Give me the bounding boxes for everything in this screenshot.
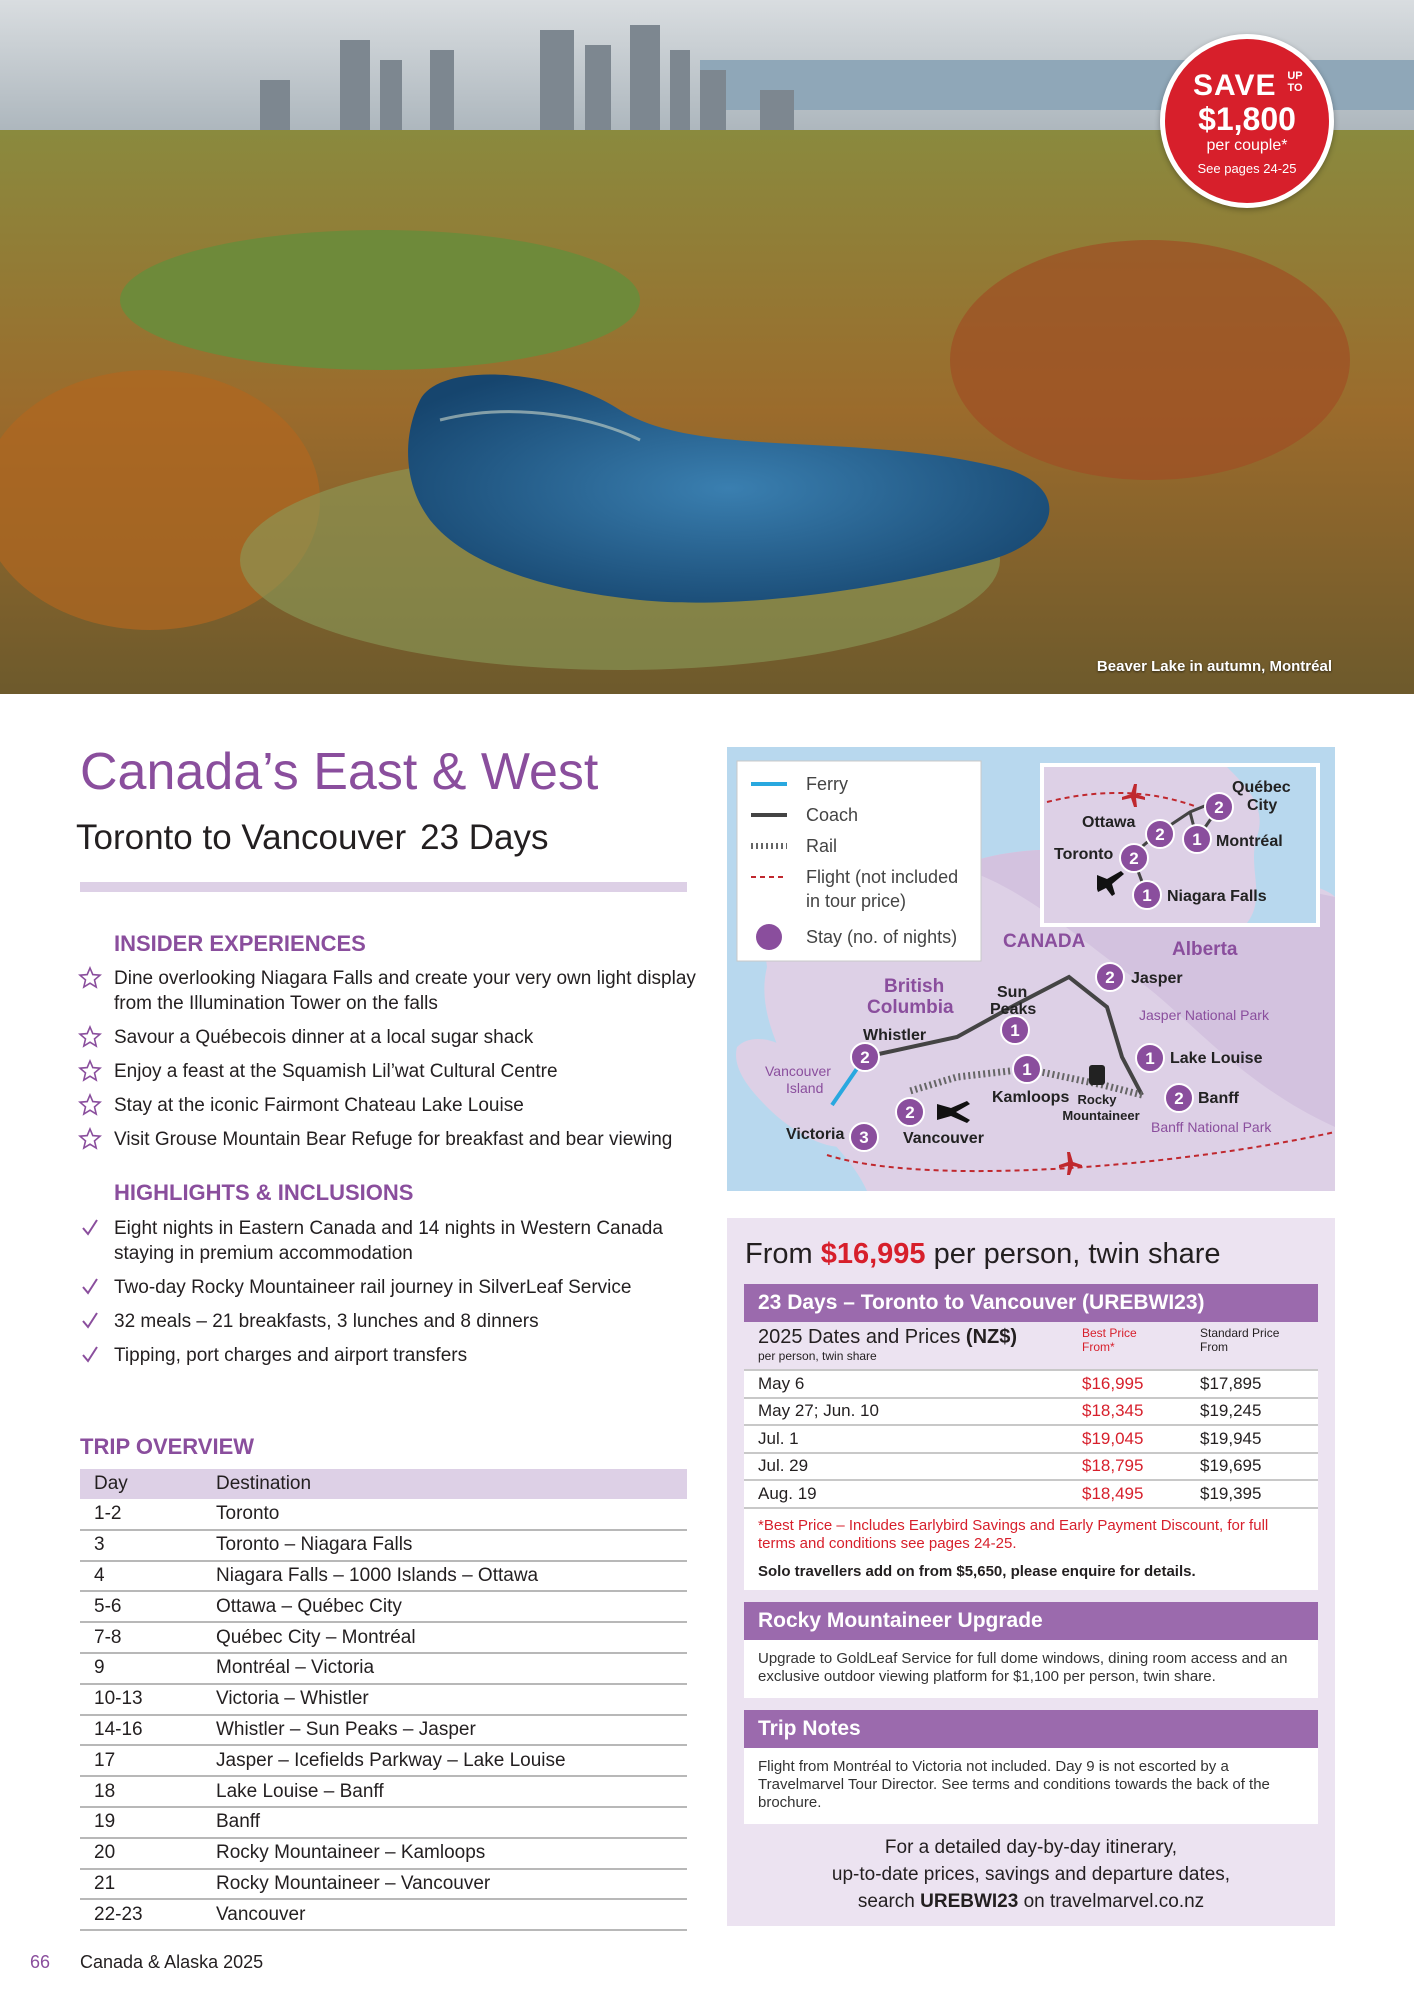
cell-destination: Ottawa – Québec City <box>202 1591 687 1622</box>
place-quebec-1: Québec <box>1232 779 1291 796</box>
place-rocky-2: Mountaineer <box>1062 1108 1140 1123</box>
from-prefix: From <box>745 1238 821 1270</box>
table-row <box>744 1370 1318 1398</box>
region-bc-1: British <box>884 976 945 997</box>
col-destination: Destination <box>202 1469 687 1499</box>
cell-day: 22-23 <box>80 1899 202 1930</box>
cell-day: 7-8 <box>80 1622 202 1653</box>
badge-see-pages: See pages 24-25 <box>1197 161 1297 176</box>
dates-header <box>744 1322 1082 1370</box>
cell-day: 4 <box>80 1561 202 1592</box>
cell-best: $18,495 <box>1082 1480 1200 1508</box>
insider-item <box>78 1127 698 1152</box>
price-header-row <box>744 1322 1318 1370</box>
insider-text: Visit Grouse Mountain Bear Refuge for breakfast and bear viewing <box>114 1129 673 1150</box>
star-icon <box>78 966 102 990</box>
cell-best: $19,045 <box>1082 1425 1200 1453</box>
region-bc-2: Columbia <box>867 997 954 1018</box>
nights-montreal: 1 <box>1192 830 1202 849</box>
table-row <box>80 1869 687 1900</box>
place-lakelouise: Lake Louise <box>1170 1050 1263 1067</box>
place-vancouver: Vancouver <box>903 1130 984 1147</box>
currency-label: (NZ$) <box>965 1326 1018 1348</box>
upgrade-title: Rocky Mountaineer Upgrade <box>744 1602 1318 1640</box>
trip-overview-heading: TRIP OVERVIEW <box>80 1434 255 1459</box>
best-price-note: *Best Price – Includes Earlybird Savings and Early Payment Discount, for full terms and conditions see pages 24-25. <box>758 1516 1269 1552</box>
star-icon <box>78 1025 102 1049</box>
insider-text: Savour a Québecois dinner at a local sugar shack <box>114 1027 534 1048</box>
cell-date: Jul. 29 <box>744 1453 1082 1481</box>
cell-destination: Niagara Falls – 1000 Islands – Ottawa <box>202 1561 687 1592</box>
cell-std: $19,945 <box>1200 1425 1318 1453</box>
cell-std: $19,695 <box>1200 1453 1318 1481</box>
cell-day: 21 <box>80 1869 202 1900</box>
insider-item <box>78 1025 698 1050</box>
legend-rail: Rail <box>806 836 838 856</box>
place-toronto: Toronto <box>1054 846 1114 863</box>
badge-amount: $1,800 <box>1198 101 1296 137</box>
cell-day: 17 <box>80 1745 202 1776</box>
highlight-text: Tipping, port charges and airport transfers <box>114 1345 468 1366</box>
cell-destination: Rocky Mountaineer – Kamloops <box>202 1838 687 1869</box>
table-row <box>80 1684 687 1715</box>
best-price-header <box>1082 1322 1200 1370</box>
cell-destination: Vancouver <box>202 1899 687 1930</box>
search-code: UREBWI23 <box>920 1891 1019 1912</box>
tour-days: 23 Days <box>420 818 549 857</box>
place-banff: Banff <box>1198 1090 1239 1107</box>
nights-niagara: 1 <box>1142 886 1152 905</box>
search-line-3 <box>727 1888 1335 1915</box>
std-h2: From <box>1200 1340 1228 1354</box>
legend-flight-2: in tour price) <box>806 891 907 911</box>
place-kamloops: Kamloops <box>992 1089 1070 1106</box>
cell-day: 3 <box>80 1530 202 1561</box>
cell-destination: Victoria – Whistler <box>202 1684 687 1715</box>
star-icon <box>78 1059 102 1083</box>
table-row <box>80 1653 687 1684</box>
trip-notes-title: Trip Notes <box>744 1710 1318 1748</box>
cell-day: 1-2 <box>80 1499 202 1530</box>
region-canada: CANADA <box>1003 931 1086 952</box>
place-montreal: Montréal <box>1216 833 1283 850</box>
page-number: 66 <box>30 1952 51 1972</box>
cell-destination: Jasper – Icefields Parkway – Lake Louise <box>202 1745 687 1776</box>
nights-jasper: 2 <box>1105 968 1115 987</box>
route-map <box>727 747 1335 1191</box>
nights-lakelouise: 1 <box>1145 1049 1155 1068</box>
table-row <box>744 1425 1318 1453</box>
insider-text: Stay at the iconic Fairmont Chateau Lake Louise <box>114 1095 524 1116</box>
insider-item <box>78 966 698 1016</box>
price-table-box <box>744 1284 1318 1590</box>
cell-day: 9 <box>80 1653 202 1684</box>
cell-day: 14-16 <box>80 1715 202 1746</box>
search-instructions <box>727 1834 1335 1915</box>
region-jasper-np: Jasper National Park <box>1139 1007 1269 1023</box>
cell-day: 5-6 <box>80 1591 202 1622</box>
table-row <box>80 1530 687 1561</box>
place-sunpeaks-2: Peaks <box>990 1001 1037 1018</box>
insider-list <box>78 966 698 1161</box>
col-day: Day <box>80 1469 202 1499</box>
cell-destination: Toronto – Niagara Falls <box>202 1530 687 1561</box>
cell-destination: Québec City – Montréal <box>202 1622 687 1653</box>
checkmark-icon <box>78 1343 102 1367</box>
region-banff-np: Banff National Park <box>1151 1119 1272 1135</box>
search-line-2: up-to-date prices, savings and departure dates, <box>831 1864 1231 1885</box>
insider-text: Dine overlooking Niagara Falls and create your very own light display from the Illumination Tower on the falls <box>114 968 696 1014</box>
search-prefix: search <box>857 1891 921 1912</box>
region-alberta: Alberta <box>1172 939 1238 960</box>
nights-ottawa: 2 <box>1155 825 1165 844</box>
highlight-text: Eight nights in Eastern Canada and 14 nights in Western Canada staying in premium accommodation <box>114 1218 663 1264</box>
checkmark-icon <box>78 1275 102 1299</box>
insider-text: Enjoy a feast at the Squamish Lil’wat Cultural Centre <box>114 1061 558 1082</box>
per-person-label: per person, twin share <box>758 1349 877 1363</box>
cell-best: $18,345 <box>1082 1398 1200 1426</box>
nights-whistler: 2 <box>860 1048 870 1067</box>
highlights-heading: HIGHLIGHTS & INCLUSIONS <box>114 1180 414 1205</box>
solo-note: Solo travellers add on from $5,650, please enquire for details. <box>758 1562 1196 1580</box>
cell-day: 10-13 <box>80 1684 202 1715</box>
table-row <box>744 1398 1318 1426</box>
place-whistler: Whistler <box>863 1027 927 1044</box>
cell-destination: Whistler – Sun Peaks – Jasper <box>202 1715 687 1746</box>
place-rocky-1: Rocky <box>1077 1092 1117 1107</box>
cell-date: May 27; Jun. 10 <box>744 1398 1082 1426</box>
region-vi-1: Vancouver <box>765 1063 831 1079</box>
trip-notes-text: Flight from Montréal to Victoria not included. Day 9 is not escorted by a Travelmarvel Tour Director. See terms and conditions towards the back of the brochure. <box>758 1758 1270 1811</box>
tour-route: Toronto to Vancouver <box>76 818 407 857</box>
price-table-title: 23 Days – Toronto to Vancouver (UREBWI23) <box>744 1284 1318 1322</box>
highlights-list <box>78 1216 698 1377</box>
cell-destination: Banff <box>202 1807 687 1838</box>
highlight-item <box>78 1216 698 1266</box>
cell-day: 18 <box>80 1776 202 1807</box>
badge-save: SAVE <box>1193 69 1277 102</box>
nights-victoria: 3 <box>859 1128 869 1147</box>
cell-best: $18,795 <box>1082 1453 1200 1481</box>
cell-destination: Rocky Mountaineer – Vancouver <box>202 1869 687 1900</box>
insider-item <box>78 1093 698 1118</box>
route-map-svg <box>727 747 1335 1191</box>
place-victoria: Victoria <box>786 1126 845 1143</box>
place-quebec-2: City <box>1247 797 1278 814</box>
cell-day: 20 <box>80 1838 202 1869</box>
checkmark-icon <box>78 1216 102 1240</box>
footer-title: Canada & Alaska 2025 <box>80 1952 264 1972</box>
trip-notes-box <box>744 1710 1318 1824</box>
tour-subtitle <box>76 818 549 858</box>
from-suffix: per person, twin share <box>925 1238 1221 1270</box>
cell-date: Aug. 19 <box>744 1480 1082 1508</box>
nights-banff: 2 <box>1174 1089 1184 1108</box>
star-icon <box>78 1093 102 1117</box>
pricing-panel <box>727 1218 1335 1926</box>
legend-stay-dot <box>756 924 782 950</box>
cell-std: $19,395 <box>1200 1480 1318 1508</box>
table-row <box>80 1561 687 1592</box>
hero-caption: Beaver Lake in autumn, Montréal <box>1096 658 1332 675</box>
cell-date: May 6 <box>744 1370 1082 1398</box>
star-icon <box>78 1127 102 1151</box>
table-row <box>80 1715 687 1746</box>
legend-ferry: Ferry <box>806 774 848 794</box>
table-row <box>744 1453 1318 1481</box>
highlight-item <box>78 1309 698 1334</box>
cell-best: $16,995 <box>1082 1370 1200 1398</box>
dates-label: 2025 Dates and Prices <box>758 1326 966 1348</box>
nights-sunpeaks: 1 <box>1010 1021 1020 1040</box>
search-line-1: For a detailed day-by-day itinerary, <box>884 1837 1178 1858</box>
highlight-text: Two-day Rocky Mountaineer rail journey in SilverLeaf Service <box>114 1277 632 1298</box>
search-suffix: on travelmarvel.co.nz <box>1018 1891 1205 1912</box>
std-h1: Standard Price <box>1200 1326 1280 1340</box>
overview-header-row <box>80 1469 687 1499</box>
table-row <box>80 1776 687 1807</box>
cell-date: Jul. 1 <box>744 1425 1082 1453</box>
place-jasper: Jasper <box>1131 970 1183 987</box>
save-badge <box>1160 34 1334 208</box>
upgrade-box <box>744 1602 1318 1698</box>
insider-heading: INSIDER EXPERIENCES <box>114 931 366 956</box>
checkmark-icon <box>78 1309 102 1333</box>
table-row <box>80 1899 687 1930</box>
insider-item <box>78 1059 698 1084</box>
best-h1: Best Price <box>1082 1326 1137 1340</box>
std-price-header <box>1200 1322 1318 1370</box>
trip-overview-table <box>80 1469 687 1931</box>
title-divider <box>80 882 687 892</box>
cell-day: 19 <box>80 1807 202 1838</box>
best-h2: From* <box>1082 1340 1115 1354</box>
train-icon <box>1089 1065 1105 1085</box>
nights-toronto: 2 <box>1129 849 1139 868</box>
highlight-text: 32 meals – 21 breakfasts, 3 lunches and 8 dinners <box>114 1311 539 1332</box>
place-sunpeaks-1: Sun <box>997 984 1028 1001</box>
highlight-item <box>78 1343 698 1368</box>
table-row <box>744 1480 1318 1508</box>
cell-std: $17,895 <box>1200 1370 1318 1398</box>
from-price-line <box>745 1238 1221 1271</box>
badge-up-to: UP TO <box>1287 70 1303 94</box>
table-row <box>80 1591 687 1622</box>
legend-coach: Coach <box>806 805 859 825</box>
nights-kamloops: 1 <box>1022 1060 1032 1079</box>
legend-stay: Stay (no. of nights) <box>806 927 958 947</box>
upgrade-text: Upgrade to GoldLeaf Service for full dome windows, dining room access and an exclusive outdoor viewing platform for $1,100 per person, twin share. <box>758 1650 1288 1685</box>
table-row <box>80 1838 687 1869</box>
table-row <box>80 1499 687 1530</box>
place-ottawa: Ottawa <box>1082 814 1136 831</box>
from-amount: $16,995 <box>820 1238 926 1270</box>
price-table <box>744 1322 1318 1509</box>
tour-title: Canada’s East & West <box>80 743 599 801</box>
table-row <box>80 1622 687 1653</box>
nights-vancouver: 2 <box>905 1103 915 1122</box>
table-row <box>80 1745 687 1776</box>
cell-destination: Montréal – Victoria <box>202 1653 687 1684</box>
hero-image <box>0 0 1414 694</box>
cell-destination: Lake Louise – Banff <box>202 1776 687 1807</box>
place-niagara: Niagara Falls <box>1167 888 1267 905</box>
region-vi-2: Island <box>786 1080 824 1096</box>
nights-quebec: 2 <box>1214 798 1224 817</box>
highlight-item <box>78 1275 698 1300</box>
cell-destination: Toronto <box>202 1499 687 1530</box>
table-row <box>80 1807 687 1838</box>
legend-flight-1: Flight (not included <box>806 867 959 887</box>
cell-std: $19,245 <box>1200 1398 1318 1426</box>
badge-per-couple: per couple* <box>1206 137 1288 154</box>
